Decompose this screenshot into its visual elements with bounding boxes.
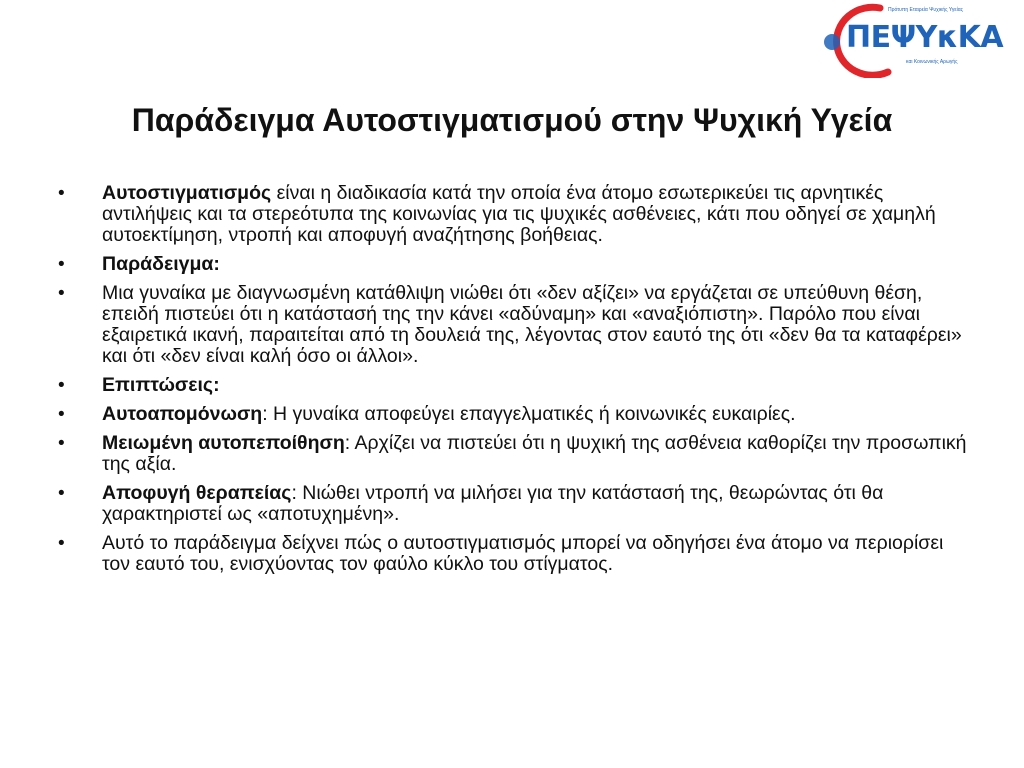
bullet-dot-icon: • xyxy=(58,533,65,554)
bullet-dot-icon: • xyxy=(58,404,65,425)
bullet-bold-term: Επιπτώσεις: xyxy=(102,374,220,396)
bullet-dot-icon: • xyxy=(58,254,65,275)
bullet-dot-icon: • xyxy=(58,483,65,504)
bullet-item xyxy=(54,404,974,425)
bullet-bold-term: Παράδειγμα: xyxy=(102,253,220,275)
bullet-dot-icon: • xyxy=(58,183,65,204)
bullet-bold-term: Αποφυγή θεραπείας xyxy=(102,482,292,504)
bullet-dot-icon: • xyxy=(58,375,65,396)
logo-tagline-bottom: και Κοινωνικής Αρωγής xyxy=(906,59,958,65)
bullet-dot-icon: • xyxy=(58,433,65,454)
logo-wordmark: ΠΕΨΥκΚΑ xyxy=(846,20,1004,55)
bullet-item xyxy=(54,483,974,525)
organization-logo xyxy=(818,2,1008,78)
bullet-item xyxy=(54,283,974,367)
bullet-text: : Η γυναίκα αποφεύγει επαγγελματικές ή κοινωνικές ευκαιρίες. xyxy=(262,403,796,425)
bullet-dot-icon: • xyxy=(58,283,65,304)
logo-tagline-top: Πρότυπη Εταιρεία Ψυχικής Υγείας xyxy=(888,7,964,13)
bullet-item xyxy=(54,254,974,275)
bullet-item xyxy=(54,533,974,575)
bullet-bold-term: Μειωμένη αυτοπεποίθηση xyxy=(102,432,345,454)
bullet-item xyxy=(54,183,974,246)
bullet-bold-term: Αυτοαπομόνωση xyxy=(102,403,263,425)
bullet-text: : Αρχίζει να πιστεύει ότι η ψυχική της ασθένεια καθορίζει την προσωπική της αξία. xyxy=(102,432,967,475)
bullet-bold-term: Αυτοστιγματισμός xyxy=(102,182,272,204)
bullet-item xyxy=(54,375,974,396)
bullet-text: Μια γυναίκα με διαγνωσμένη κατάθλιψη νιώθει ότι «δεν αξίζει» να εργάζεται σε υπεύθυνη θέση, επειδή πιστεύει ότι η κατάστασή της την κάνει «αδύναμη» και «αναξιόπιστη». Παρόλο που είναι εξαιρετικά ικανή, παραιτείται από τη δουλειά της, λέγοντας στον εαυτό της ότι «δεν θα τα καταφέρει» και ότι «δεν είναι καλή όσο οι άλλοι». xyxy=(102,282,962,367)
bullet-text: Αυτό το παράδειγμα δείχνει πώς ο αυτοστιγματισμός μπορεί να οδηγήσει ένα άτομο να περιορίσει τον εαυτό του, ενισχύοντας τον φαύλο κύκλο του στίγματος. xyxy=(102,532,944,575)
bullet-item xyxy=(54,433,974,475)
bullet-text: : Νιώθει ντροπή να μιλήσει για την κατάστασή της, θεωρώντας ότι θα χαρακτηριστεί ως «αποτυχημένη». xyxy=(102,482,884,525)
bullet-list xyxy=(54,183,974,583)
bullet-text: είναι η διαδικασία κατά την οποία ένα άτομο εσωτερικεύει τις αρνητικές αντιλήψεις και τα στερεότυπα της κοινωνίας για τις ψυχικές ασθένειες, κάτι που οδηγεί σε χαμηλή αυτοεκτίμηση, ντροπή και αποφυγή αναζήτησης βοήθειας. xyxy=(102,182,936,246)
slide-title: Παράδειγμα Αυτοστιγματισμού στην Ψυχική Υγεία xyxy=(131,102,893,138)
